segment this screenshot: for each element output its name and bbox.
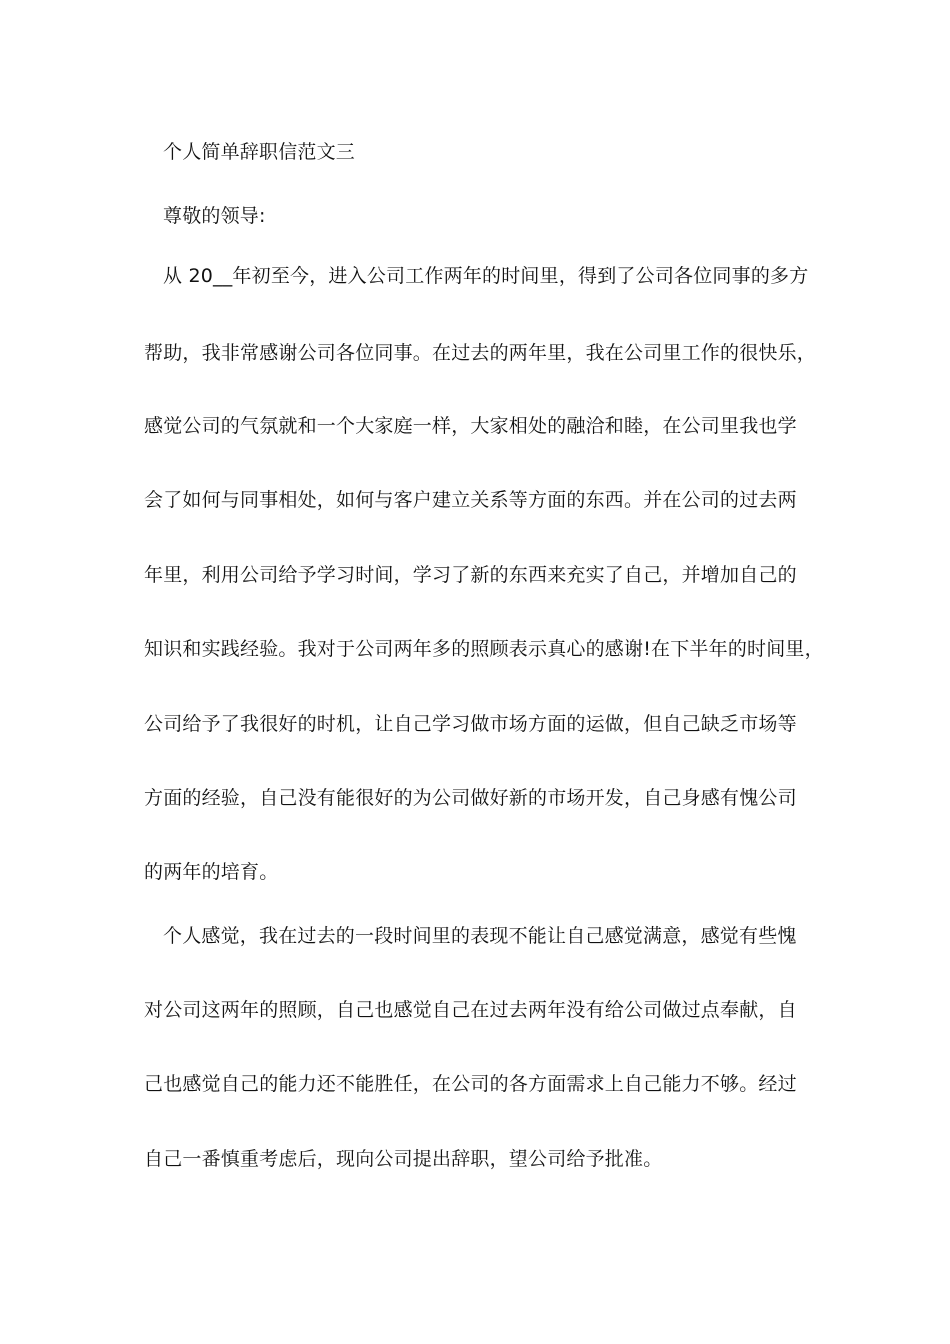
paragraph-line: 感觉公司的气氛就和一个大家庭一样，大家相处的融洽和睦，在公司里我也学 — [144, 415, 797, 437]
paragraph-line: 方面的经验，自己没有能很好的为公司做好新的市场开发，自己身感有愧公司 — [144, 787, 797, 809]
paragraph-line: 个人感觉，我在过去的一段时间里的表现不能让自己感觉满意，感觉有些愧 — [163, 925, 797, 947]
paragraph-line: 的两年的培育。 — [144, 861, 279, 883]
paragraph-line: 公司给予了我很好的时机，让自己学习做市场方面的运做，但自己缺乏市场等 — [144, 713, 797, 735]
document-title: 个人简单辞职信范文三 — [163, 141, 356, 163]
paragraph-line: 自己一番慎重考虑后，现向公司提出辞职，望公司给予批准。 — [144, 1148, 663, 1170]
paragraph-line: 己也感觉自己的能力还不能胜任，在公司的各方面需求上自己能力不够。经过 — [144, 1073, 797, 1095]
paragraph-line: 从 20__年初至今，进入公司工作两年的时间里，得到了公司各位同事的多方 — [163, 265, 809, 287]
paragraph-line: 帮助，我非常感谢公司各位同事。在过去的两年里，我在公司里工作的很快乐， — [144, 342, 817, 364]
paragraph-line: 年里，利用公司给予学习时间，学习了新的东西来充实了自己，并增加自己的 — [144, 564, 797, 586]
salutation: 尊敬的领导: — [163, 205, 266, 227]
paragraph-line: 知识和实践经验。我对于公司两年多的照顾表示真心的感谢!在下半年的时间里， — [144, 638, 824, 660]
paragraph-line: 对公司这两年的照顾，自己也感觉自己在过去两年没有给公司做过点奉献，自 — [144, 999, 797, 1021]
paragraph-line: 会了如何与同事相处，如何与客户建立关系等方面的东西。并在公司的过去两 — [144, 489, 797, 511]
